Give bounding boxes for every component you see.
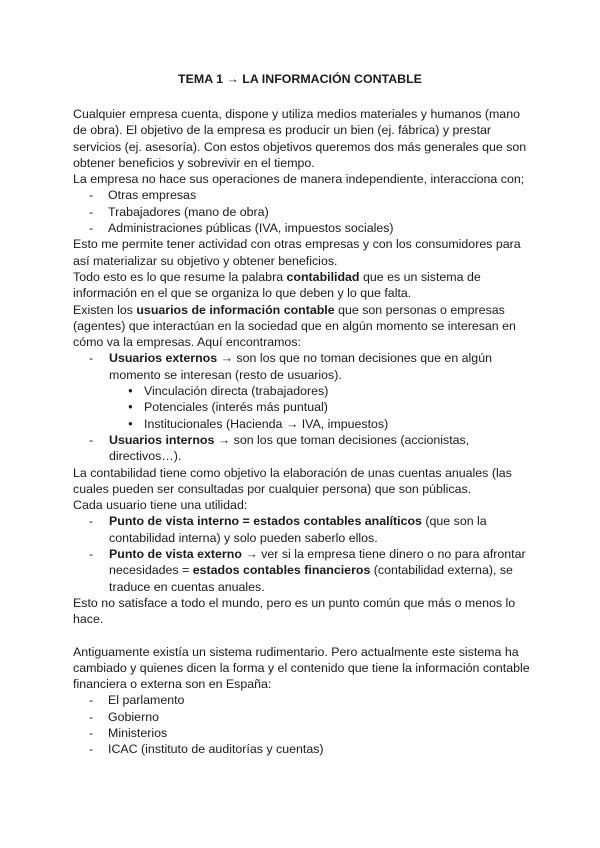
list-item: - Administraciones públicas (IVA, impuestos sociales) <box>73 220 533 236</box>
paragraph: La contabilidad tiene como objetivo la elaboración de unas cuentas anuales (las cuales pueden ser consultadas por cualquier persona) que son públicas. <box>73 465 512 496</box>
bullet-item: ● Vinculación directa (trabajadores) <box>73 383 533 399</box>
list-item: - Gobierno <box>73 709 533 725</box>
list-item: - Otras empresas <box>73 187 533 203</box>
bold-term: contabilidad <box>286 269 360 284</box>
list-item: - Trabajadores (mano de obra) <box>73 204 533 220</box>
list-item: - Ministerios <box>73 725 533 741</box>
bold-term: Usuarios internos <box>109 432 215 447</box>
list-item: - Punto de vista externo → ver si la empresa tiene dinero o no para afrontar necesidades = estados contables financieros (contabilidad externa), se traduce en cuentas anuales. <box>73 546 533 595</box>
list-item: - Punto de vista interno = estados contables analíticos (que son la contabilidad interna) y solo pueden saberlo ellos. <box>73 513 533 546</box>
paragraph: Cualquier empresa cuenta, dispone y utiliza medios materiales y humanos (mano de obra). El objetivo de la empresa es producir un bien (ej. fábrica) y prestar servicios (ej. asesoría). Con estos objetivos queremos dos más generales que son obtener beneficios y sobrevivir en el tiempo. <box>73 107 527 170</box>
paragraph: Todo esto es lo que resume la palabra contabilidad que es un sistema de información en el que se organiza lo que deben y lo que falta. <box>73 269 481 301</box>
bold-term: Usuarios externos <box>109 351 218 366</box>
bold-term: usuarios de información contable <box>136 302 335 317</box>
paragraph: La empresa no hace sus operaciones de manera independiente, interacciona con; <box>73 172 525 187</box>
bold-term: Punto de vista externo <box>109 547 242 562</box>
paragraph: Existen los usuarios de información contable que son personas o empresas (agentes) que interactúan en la sociedad que en algún momento se interesan en cómo va la empresas. Aquí encontramos: <box>73 302 516 350</box>
list-item: - Usuarios externos → son los que no toman decisiones que en algún momento se interesan (resto de usuarios). <box>73 350 533 383</box>
list-item: - ICAC (instituto de auditorías y cuentas) <box>73 741 533 757</box>
paragraph: Antiguamente existía un sistema rudimentario. Pero actualmente este sistema ha cambiado y quienes dicen la forma y el contenido que tiene la información contable financiera o externa son en España: <box>73 644 530 692</box>
bullet-item: ● Potenciales (interés más puntual) <box>73 399 533 415</box>
bullet-item: ● Institucionales (Hacienda → IVA, impuestos) <box>73 416 533 432</box>
paragraph: Cada usuario tiene una utilidad: <box>73 498 248 513</box>
paragraph: Esto no satisface a todo el mundo, pero es un punto común que más o menos lo hace. <box>73 595 516 627</box>
page-title: TEMA 1 → LA INFORMACIÓN CONTABLE <box>178 72 422 86</box>
document-body <box>73 106 533 758</box>
list-item: - El parlamento <box>73 692 533 708</box>
bold-term: Punto de vista interno = estados contables analíticos <box>109 514 422 529</box>
list-item: - Usuarios internos → son los que toman decisiones (accionistas, directivos…). <box>73 432 533 465</box>
paragraph: Esto me permite tener actividad con otras empresas y con los consumidores para así materializar su objetivo y obtener beneficios. <box>73 237 521 268</box>
bold-term: estados contables financieros <box>192 563 371 578</box>
